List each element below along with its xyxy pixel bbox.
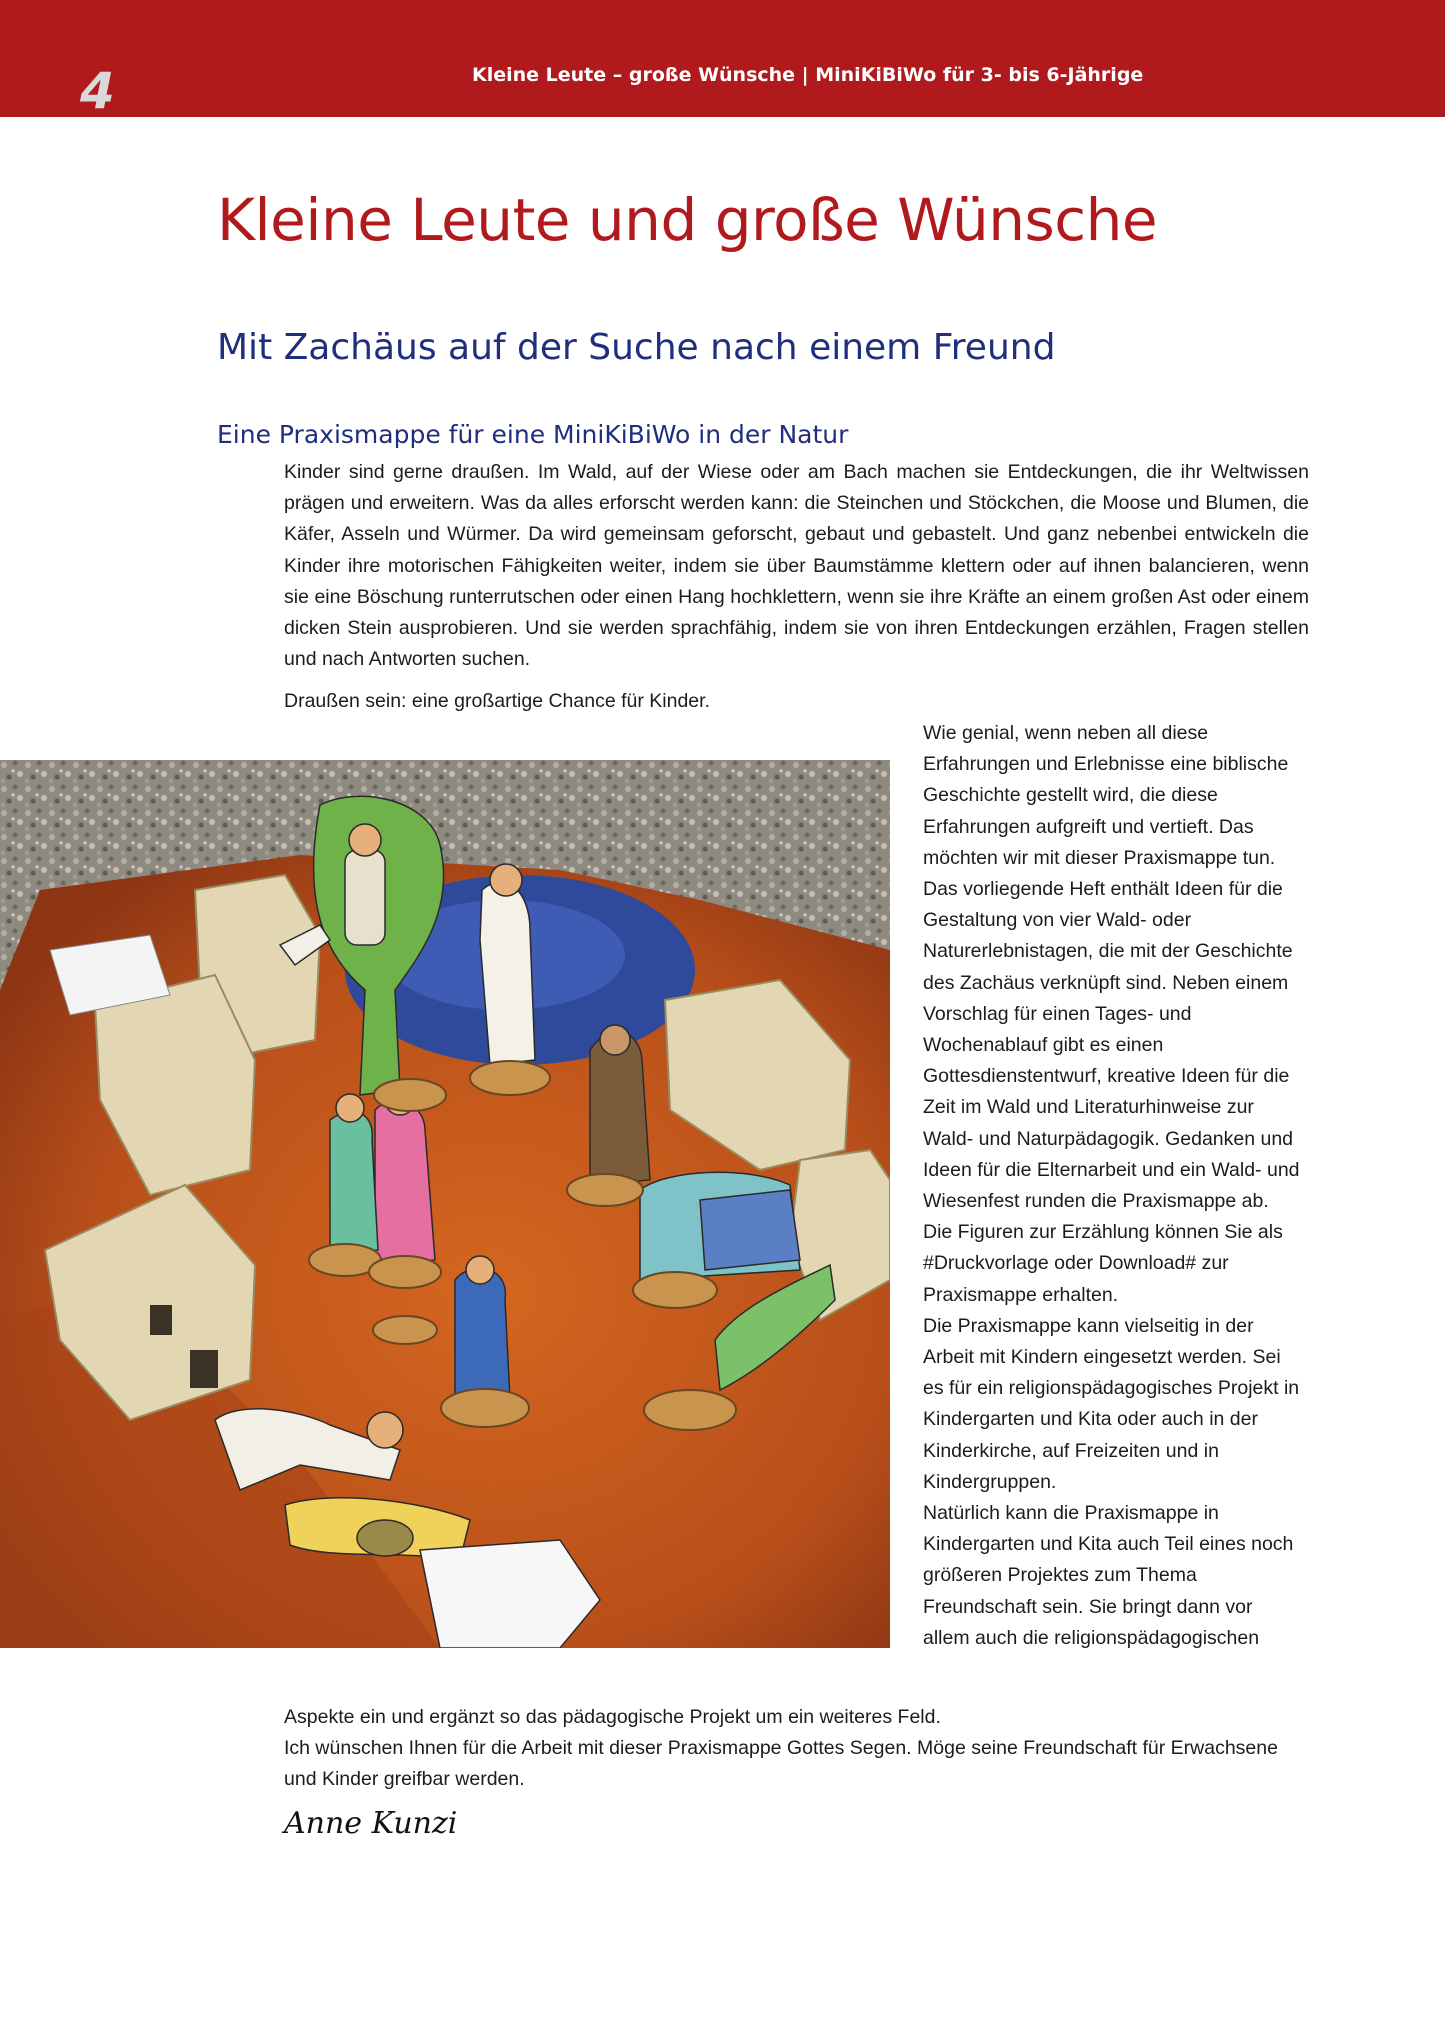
closing-paragraph: Aspekte ein und ergänzt so das pädagogische Projekt um ein weiteres Feld. — [284, 1706, 941, 1728]
intro-line: Draußen sein: eine großartige Chance für Kinder. — [284, 690, 710, 712]
side-column-text — [923, 718, 1301, 1654]
side-paragraph: Die Praxismappe kann vielseitig in der Arbeit mit Kindern eingesetzt werden. Sei es für ein religionspädagogisches Projekt in Kindergarten und Kita oder auch in der Kinderkirche, auf Freizeiten und in Kindergruppen. — [923, 1314, 1300, 1493]
page-number: 4 — [80, 62, 115, 120]
page-header — [0, 0, 1445, 120]
story-figures-photo — [0, 760, 890, 1648]
author-signature: Anne Kunzi — [284, 1806, 458, 1841]
page-title: Kleine Leute und große Wünsche — [217, 186, 1158, 254]
intro-paragraph: Kinder sind gerne draußen. Im Wald, auf der Wiese oder am Bach machen sie Entdeckungen, die ihr Weltwissen prägen und erweitern. Was da alles erforscht werden kann: die Steinchen und Stöckchen, die Moose und Blumen, die Käfer, Asseln und Würmer. Da wird gemeinsam geforscht, gebaut und gebastelt. Und ganz nebenbei entwickeln die Kinder ihre motorischen Fähigkeiten weiter, indem sie über Baumstämme klettern oder auf ihnen balancieren, wenn sie eine Böschung runterrutschen oder einen Hang hochklettern, wenn sie ihre Kräfte an einem großen Ast oder einem dicken Stein ausprobieren. Und sie werden sprachfähig, indem sie von ihren Entdeckungen erzählen, Fragen stellen und nach Antworten suchen. — [284, 461, 1309, 671]
running-title: Kleine Leute – große Wünsche | MiniKiBiWo für 3- bis 6-Jährige — [472, 64, 1144, 86]
side-paragraph: Natürlich kann die Praxismappe in Kindergarten und Kita auch Teil eines noch größeren Projektes zum Thema Freundschaft sein. Sie bringt dann vor allem auch die religionspädagogischen — [923, 1502, 1294, 1649]
closing-text — [284, 1702, 1309, 1796]
closing-paragraph: Ich wünschen Ihnen für die Arbeit mit dieser Praxismappe Gottes Segen. Möge seine Freundschaft für Erwachsene und Kinder greifbar werden. — [284, 1737, 1278, 1791]
section-heading: Eine Praxismappe für eine MiniKiBiWo in der Natur — [217, 420, 849, 449]
side-paragraph: Die Figuren zur Erzählung können Sie als #Druckvorlage oder Download# zur Praxismappe erhalten. — [923, 1221, 1283, 1306]
side-paragraph: Wie genial, wenn neben all diese Erfahrungen und Erlebnisse eine biblische Geschichte gestellt wird, die diese Erfahrungen aufgreift und vertieft. Das möchten wir mit dieser Praxismappe tun. Das vorliegende Heft enthält Ideen für die Gestaltung von vier Wald- oder Naturerlebnistagen, die mit der Geschichte des Zachäus verknüpft sind. Neben einem Vorschlag für einen Tages- und Wochenablauf gibt es einen Gottesdienstentwurf, kreative Ideen für die Zeit im Wald und Literaturhinweise zur Wald- und Naturpädagogik. Gedanken und Ideen für die Elternarbeit und ein Wald- und Wiesenfest runden die Praxismappe ab. — [923, 722, 1300, 1213]
page-subtitle: Mit Zachäus auf der Suche nach einem Freund — [217, 327, 1056, 368]
